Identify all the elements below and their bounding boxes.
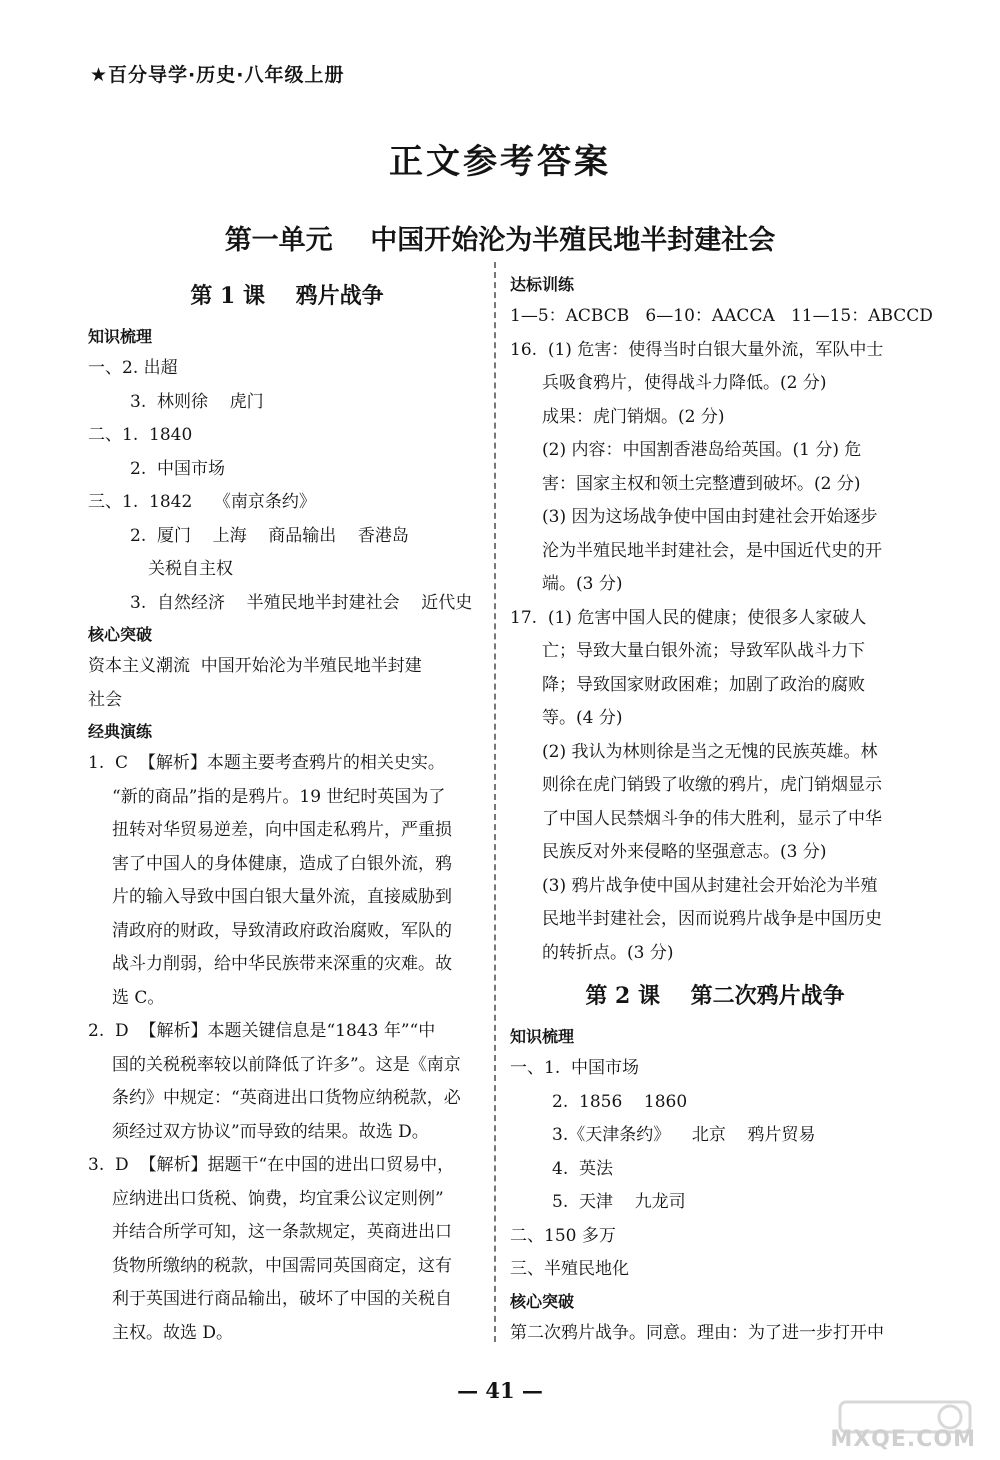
watermark-text: MXQE.COM <box>830 1427 976 1452</box>
answer-line: 端。(3 分) <box>542 574 623 594</box>
watermark-logo <box>810 1400 980 1456</box>
answer-line: 16. (1) 危害：使得当时白银大量外流，军队中士 <box>510 339 884 360</box>
answer-line: 民地半封建社会，因而说鸦片战争是中国历史 <box>542 909 882 929</box>
book-header: ★百分导学·历史·八年级上册 <box>90 64 345 86</box>
answer-line: 2. 中国市场 <box>130 458 226 479</box>
answer-line: (2) 我认为林则徐是当之无愧的民族英雄。林 <box>542 741 878 762</box>
answer-line: 须经过双方协议”而导致的结果。故选 D。 <box>112 1121 429 1142</box>
answer-line: 片的输入导致中国白银大量外流，直接威胁到 <box>112 887 452 907</box>
lesson-title: 第 1 课 鸦片战争 <box>190 283 384 309</box>
answer-line: 沦为半殖民地半封建社会，是中国近代史的开 <box>542 540 882 561</box>
section-heading: 知识梳理 <box>510 1027 575 1046</box>
page-number: — 41 — <box>457 1378 543 1403</box>
unit-title: 第一单元 中国开始沦为半殖民地半封建社会 <box>224 225 776 256</box>
answer-line: (2) 内容：中国割香港岛给英国。(1 分) 危 <box>542 440 862 460</box>
answer-line: 选 C。 <box>112 987 165 1008</box>
answer-line: 扭转对华贸易逆差，向中国走私鸦片，严重损 <box>112 820 452 840</box>
answer-line: 4. 英法 <box>552 1158 614 1179</box>
answer-line: 3.《天津条约》 北京 鸦片贸易 <box>552 1125 816 1145</box>
answer-line: 17. (1) 危害中国人民的健康；使很多人家破人 <box>510 607 867 628</box>
answer-line: 等。(4 分) <box>542 708 623 728</box>
section-heading: 经典演练 <box>88 722 153 741</box>
section-heading: 核心突破 <box>510 1291 575 1311</box>
answer-line: 关税自主权 <box>148 559 233 579</box>
answer-line: 的转折点。(3 分) <box>542 942 674 963</box>
answer-line: 三、半殖民地化 <box>510 1259 629 1279</box>
answer-line: 了中国人民禁烟斗争的伟大胜利，显示了中华 <box>542 808 882 829</box>
answer-line: (3) 鸦片战争使中国从封建社会开始沦为半殖 <box>542 875 878 896</box>
answer-line: 民族反对外来侵略的坚强意志。(3 分) <box>542 842 827 862</box>
right-column <box>510 270 933 1350</box>
answer-line: 一、2. 出超 <box>88 358 178 378</box>
answer-line: 5. 天津 九龙司 <box>552 1192 686 1212</box>
answer-line: 应纳进出口货税、饷费，均宜秉公议定则例” <box>112 1188 444 1209</box>
answer-line: 利于英国进行商品输出，破坏了中国的关税自 <box>112 1289 452 1309</box>
answer-line: 主权。故选 D。 <box>112 1322 234 1343</box>
answer-line: 条约》中规定：“英商进出口货物应纳税款，必 <box>112 1088 461 1108</box>
column-divider <box>494 262 496 1342</box>
answer-line: (3) 因为这场战争使中国由封建社会开始逐步 <box>542 507 878 527</box>
section-heading: 知识梳理 <box>88 327 153 346</box>
answer-line: 1—5：ACBCB 6—10：AACCA 11—15：ABCCD <box>510 306 933 326</box>
lesson-title: 第 2 课 第二次鸦片战争 <box>585 983 845 1009</box>
answer-line: 并结合所学可知，这一条款规定，英商进出口 <box>112 1222 452 1242</box>
answer-line: 3. D 【解析】据题干“在中国的进出口贸易中， <box>88 1155 455 1175</box>
answer-line: 资本主义潮流 中国开始沦为半殖民地半封建 <box>88 656 422 676</box>
answer-line: “新的商品”指的是鸦片。19 世纪时英国为了 <box>112 786 446 807</box>
answer-line: 二、1. 1840 <box>88 425 193 445</box>
answer-line: 3. 自然经济 半殖民地半封建社会 近代史 <box>130 592 473 613</box>
answer-line: 则徐在虎门销毁了收缴的鸦片，虎门销烟显示 <box>542 775 882 795</box>
answer-line: 货物所缴纳的税款，中国需同英国商定，这有 <box>112 1255 452 1276</box>
answer-line: 2. 1856 1860 <box>552 1091 688 1112</box>
answer-line: 三、1. 1842 《南京条约》 <box>88 492 316 512</box>
answer-line: 降；导致国家财政困难；加剧了政治的腐败 <box>542 674 865 695</box>
answer-line: 国的关税税率较以前降低了许多”。这是《南京 <box>112 1054 461 1075</box>
left-column <box>88 270 486 1350</box>
answer-line: 亡；导致大量白银外流；导致军队战斗力下 <box>542 641 865 661</box>
answer-line: 3. 林则徐 虎门 <box>130 391 264 412</box>
answer-line: 一、1. 中国市场 <box>510 1058 640 1078</box>
answer-line: 二、150 多万 <box>510 1225 616 1246</box>
answer-line: 2. D 【解析】本题关键信息是“1843 年”“中 <box>88 1021 436 1041</box>
answer-line: 害：国家主权和领土完整遭到破坏。(2 分) <box>542 473 861 494</box>
answer-line: 社会 <box>88 689 122 710</box>
answer-line: 成果：虎门销烟。(2 分) <box>542 406 725 427</box>
answer-line: 1. C 【解析】本题主要考查鸦片的相关史实。 <box>88 753 445 773</box>
page-title: 正文参考答案 <box>389 142 611 182</box>
section-heading: 核心突破 <box>88 625 153 644</box>
answer-line: 第二次鸦片战争。同意。理由：为了进一步打开中 <box>510 1322 884 1343</box>
answer-line: 清政府的财政，导致清政府政治腐败，军队的 <box>112 920 452 941</box>
section-heading: 达标训练 <box>510 275 575 294</box>
answer-line: 害了中国人的身体健康，造成了白银外流，鸦 <box>112 853 452 874</box>
answer-line: 2. 厦门 上海 商品输出 香港岛 <box>130 525 409 546</box>
answer-line: 兵吸食鸦片，使得战斗力降低。(2 分) <box>542 373 827 393</box>
answer-line: 战斗力削弱，给中华民族带来深重的灾难。故 <box>112 954 452 974</box>
